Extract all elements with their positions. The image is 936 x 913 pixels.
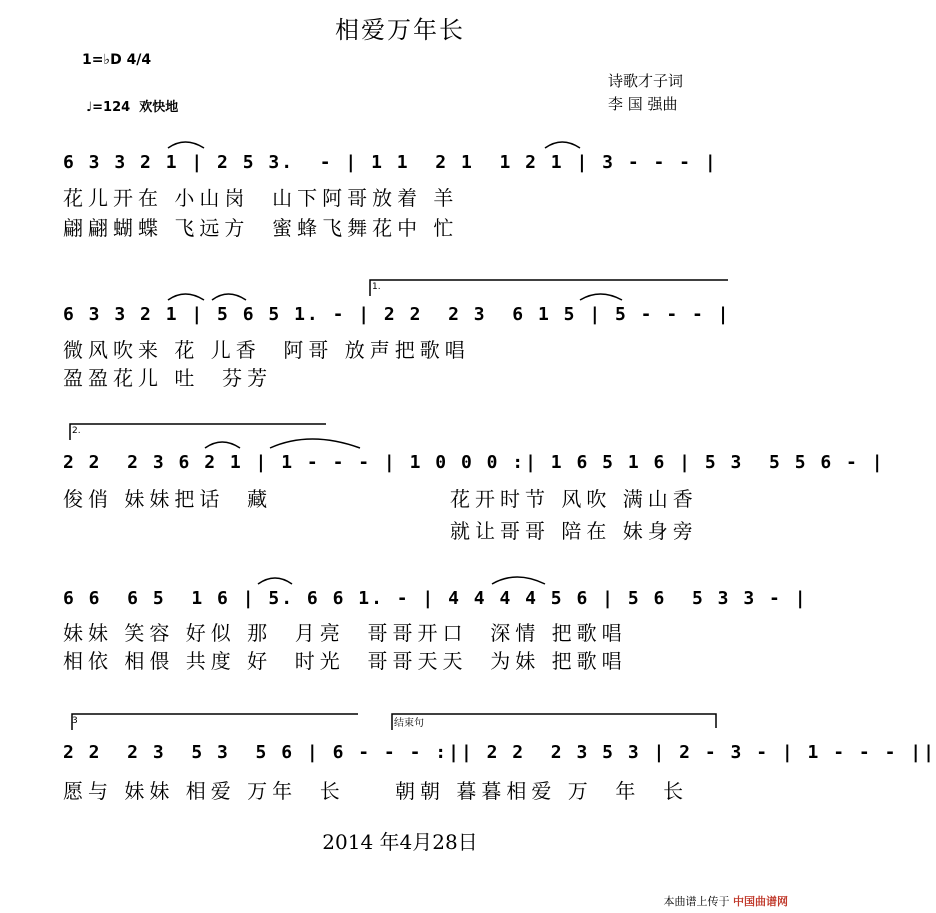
slur (580, 294, 622, 300)
lyric-line: 朝朝 暮暮相爱 万 年 长 (395, 779, 689, 803)
lyric-line: 花开时节 风吹 满山香 (450, 487, 698, 511)
lyric-line: 相依 相偎 共度 好 时光 哥哥天天 为妹 把歌唱 (63, 649, 627, 673)
coda-label: 结束句 (394, 718, 424, 729)
lyric-line: 翩翩蝴蝶 飞远方 蜜蜂飞舞花中 忙 (63, 216, 459, 240)
slur (270, 439, 360, 448)
volta-bracket (370, 280, 728, 296)
slur (205, 442, 240, 448)
slur (492, 577, 545, 584)
notation-line: 6 6 6 5 1 6 | 5. 6 6 1. - | 4 4 4 4 5 6 | 5 6 5 3 3 - | (63, 588, 808, 609)
volta-label: 1. (372, 282, 381, 292)
lyric-line: 微风吹来 花 儿香 阿哥 放声把歌唱 (63, 338, 470, 362)
notation-line: 6 3 3 2 1 | 5 6 5 1. - | 2 2 2 3 6 1 5 | 5 - - - | (63, 304, 731, 325)
lyric-line: 愿与 妹妹 相爱 万年 长 (63, 779, 345, 803)
volta-bracket (72, 714, 358, 730)
footer-prefix: 本曲谱上传于 (663, 895, 730, 908)
notation-line: 2 2 2 3 5 3 5 6 | 6 - - - :|| 2 2 2 3 5 3 | 2 - 3 - | 1 - - - || (63, 742, 936, 763)
lyric-line: 盈盈花儿 吐 芬芳 (63, 366, 273, 390)
slur (545, 142, 580, 148)
slur (168, 294, 204, 300)
lyric-line: 妹妹 笑容 好似 那 月亮 哥哥开口 深情 把歌唱 (63, 621, 627, 645)
lyric-line: 俊俏 妹妹把话 藏 (63, 487, 273, 511)
site-brand-logo: 中国曲谱网 (733, 895, 788, 908)
key-signature: 1=♭D 4/4 (82, 52, 152, 68)
notation-line: 2 2 2 3 6 2 1 | 1 - - - | 1 0 0 0 :| 1 6 5 1 6 | 5 3 5 5 6 - | (63, 452, 885, 473)
slur (168, 142, 204, 148)
notation-line: 6 3 3 2 1 | 2 5 3. - | 1 1 2 1 1 2 1 | 3 - - - | (63, 152, 718, 173)
composer-credit: 李 国 强曲 (608, 95, 678, 113)
volta-bracket (70, 424, 326, 440)
lyric-line: 就让哥哥 陪在 妹身旁 (450, 519, 698, 543)
slur (258, 578, 292, 584)
volta-label: 2. (72, 426, 81, 436)
lyric-line: 花儿开在 小山岗 山下阿哥放着 羊 (63, 186, 459, 210)
volta-bracket (392, 714, 716, 730)
tempo-marking: ♩=124 欢快地 (86, 100, 179, 115)
slur (212, 294, 246, 300)
lyricist-credit: 诗歌才子词 (608, 72, 684, 90)
composition-date: 2014 年4月28日 (322, 830, 478, 854)
song-title: 相爱万年长 (335, 16, 465, 44)
volta-label: 3 (72, 716, 78, 726)
